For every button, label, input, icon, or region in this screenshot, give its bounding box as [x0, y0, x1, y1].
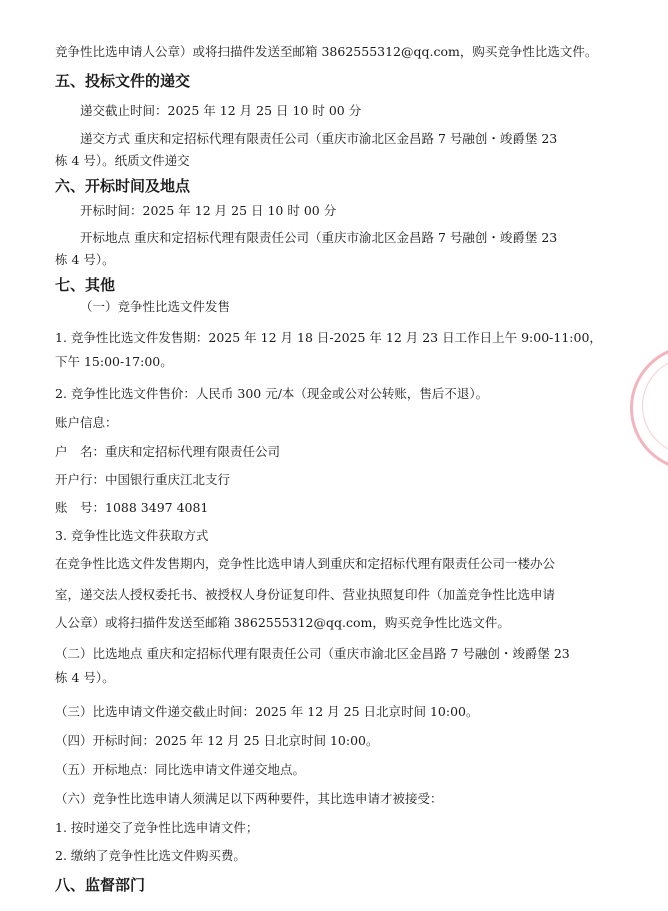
text-line: 开户行：中国银行重庆江北支行: [55, 472, 231, 487]
text-line: （三）比选申请文件递交截止时间：2025 年 12 月 25 日北京时间 10:00。: [55, 704, 479, 719]
section-heading: 八、监督部门: [55, 876, 146, 894]
text-line: 开标地点 重庆和定招标代理有限责任公司（重庆市渝北区金昌路 7 号融创・竣爵堡 23: [80, 230, 558, 245]
text-line: 竞争性比选申请人公章）或将扫描件发送至邮箱 3862555312@qq.com，购买竞争性比选文件。: [55, 44, 598, 59]
section-heading: 七、其他: [55, 276, 116, 294]
section-heading: 六、开标时间及地点: [55, 177, 191, 195]
text-line: 下午 15:00-17:00。: [55, 354, 173, 369]
text-line: 账 号：1088 3497 4081: [55, 500, 209, 515]
text-line: 栋 4 号）。纸质文件递交: [55, 153, 190, 168]
text-line: 在竞争性比选文件发售期内，竞争性比选申请人到重庆和定招标代理有限责任公司一楼办公: [55, 556, 556, 571]
text-line: 户 名：重庆和定招标代理有限责任公司: [55, 444, 281, 459]
section-heading: 五、投标文件的递交: [55, 72, 191, 90]
text-line: （一）竞争性比选文件发售: [80, 299, 231, 314]
text-line: （四）开标时间：2025 年 12 月 25 日北京时间 10:00。: [55, 733, 379, 748]
text-line: （二）比选地点 重庆和定招标代理有限责任公司（重庆市渝北区金昌路 7 号融创・竣爵堡 23: [55, 646, 570, 661]
text-line: 3. 竞争性比选文件获取方式: [55, 528, 209, 543]
text-line: 室，递交法人授权委托书、被授权人身份证复印件、营业执照复印件（加盖竞争性比选申请: [55, 587, 556, 602]
text-line: 递交截止时间：2025 年 12 月 25 日 10 时 00 分: [80, 103, 362, 118]
text-line: 栋 4 号）。: [55, 252, 115, 267]
text-line: （六）竞争性比选申请人须满足以下两种要件，其比选申请才被接受：: [55, 791, 443, 806]
text-line: （五）开标地点：同比选申请文件递交地点。: [55, 762, 306, 777]
text-line: 账户信息：: [55, 415, 118, 430]
text-line: 2. 竞争性比选文件售价：人民币 300 元/本（现金或公对公转账，售后不退）。: [55, 386, 489, 401]
text-line: 2. 缴纳了竞争性比选文件购买费。: [55, 848, 246, 863]
text-line: 1. 按时递交了竞争性比选申请文件；: [55, 820, 259, 835]
text-line: 递交方式 重庆和定招标代理有限责任公司（重庆市渝北区金昌路 7 号融创・竣爵堡 23: [80, 131, 558, 146]
text-line: 开标时间：2025 年 12 月 25 日 10 时 00 分: [80, 203, 337, 218]
text-line: 人公章）或将扫描件发送至邮箱 3862555312@qq.com，购买竞争性比选文件。: [55, 615, 510, 630]
text-line: 栋 4 号）。: [55, 670, 115, 685]
text-line: 1. 竞争性比选文件发售期：2025 年 12 月 18 日-2025 年 12 月 23 日工作日上午 9:00-11:00，: [55, 330, 602, 345]
